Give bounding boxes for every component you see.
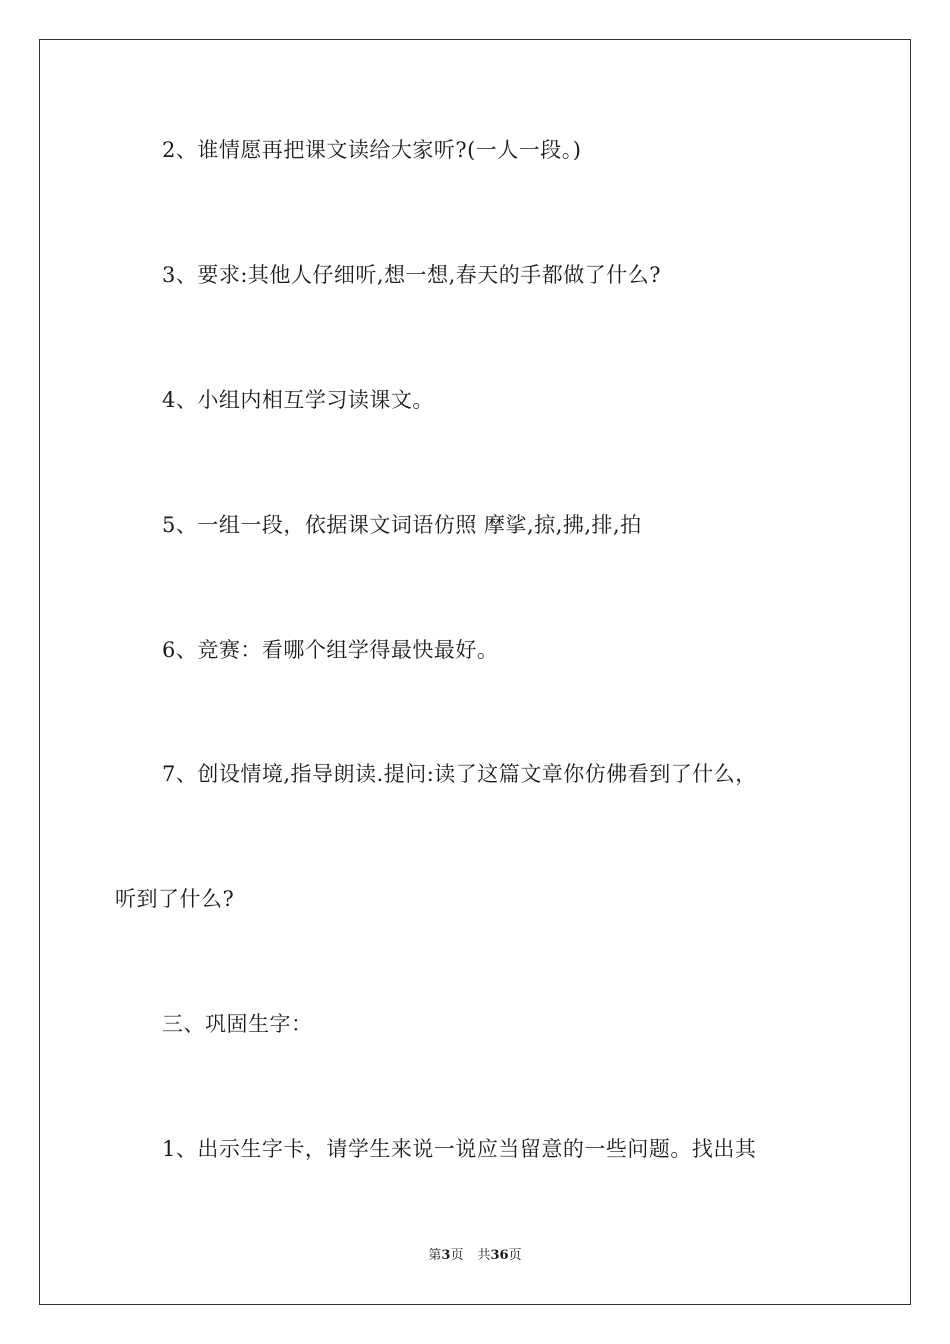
paragraph-step-2: 2、谁情愿再把课文读给大家听?(一人一段。) xyxy=(162,138,582,162)
footer-total-pages: 36 xyxy=(490,1248,509,1263)
footer-page-prefix: 第 xyxy=(428,1248,442,1263)
page-border xyxy=(39,39,911,1305)
footer-total-suffix: 页 xyxy=(508,1248,522,1263)
page-footer xyxy=(0,1247,950,1265)
paragraph-step-6: 6、竞赛：看哪个组学得最快最好。 xyxy=(162,638,499,662)
paragraph-step-5: 5、一组一段，依据课文词语仿照 摩挲,掠,拂,排,拍 xyxy=(162,513,642,537)
footer-page-suffix: 页 xyxy=(450,1248,464,1263)
paragraph-consolidate-step-1: 1、出示生字卡，请学生来说一说应当留意的一些问题。找出其 xyxy=(162,1137,757,1161)
section-heading-consolidate: 三、巩固生字： xyxy=(162,1012,313,1036)
paragraph-step-4: 4、小组内相互学习读课文。 xyxy=(162,388,434,412)
paragraph-step-7-continued: 听到了什么? xyxy=(115,887,235,911)
paragraph-step-3: 3、要求:其他人仔细听,想一想,春天的手都做了什么? xyxy=(162,263,662,287)
paragraph-step-7: 7、创设情境,指导朗读.提问:读了这篇文章你仿佛看到了什么， xyxy=(162,762,757,786)
footer-total-prefix: 共 xyxy=(477,1248,491,1263)
footer-page-number: 3 xyxy=(441,1248,451,1263)
